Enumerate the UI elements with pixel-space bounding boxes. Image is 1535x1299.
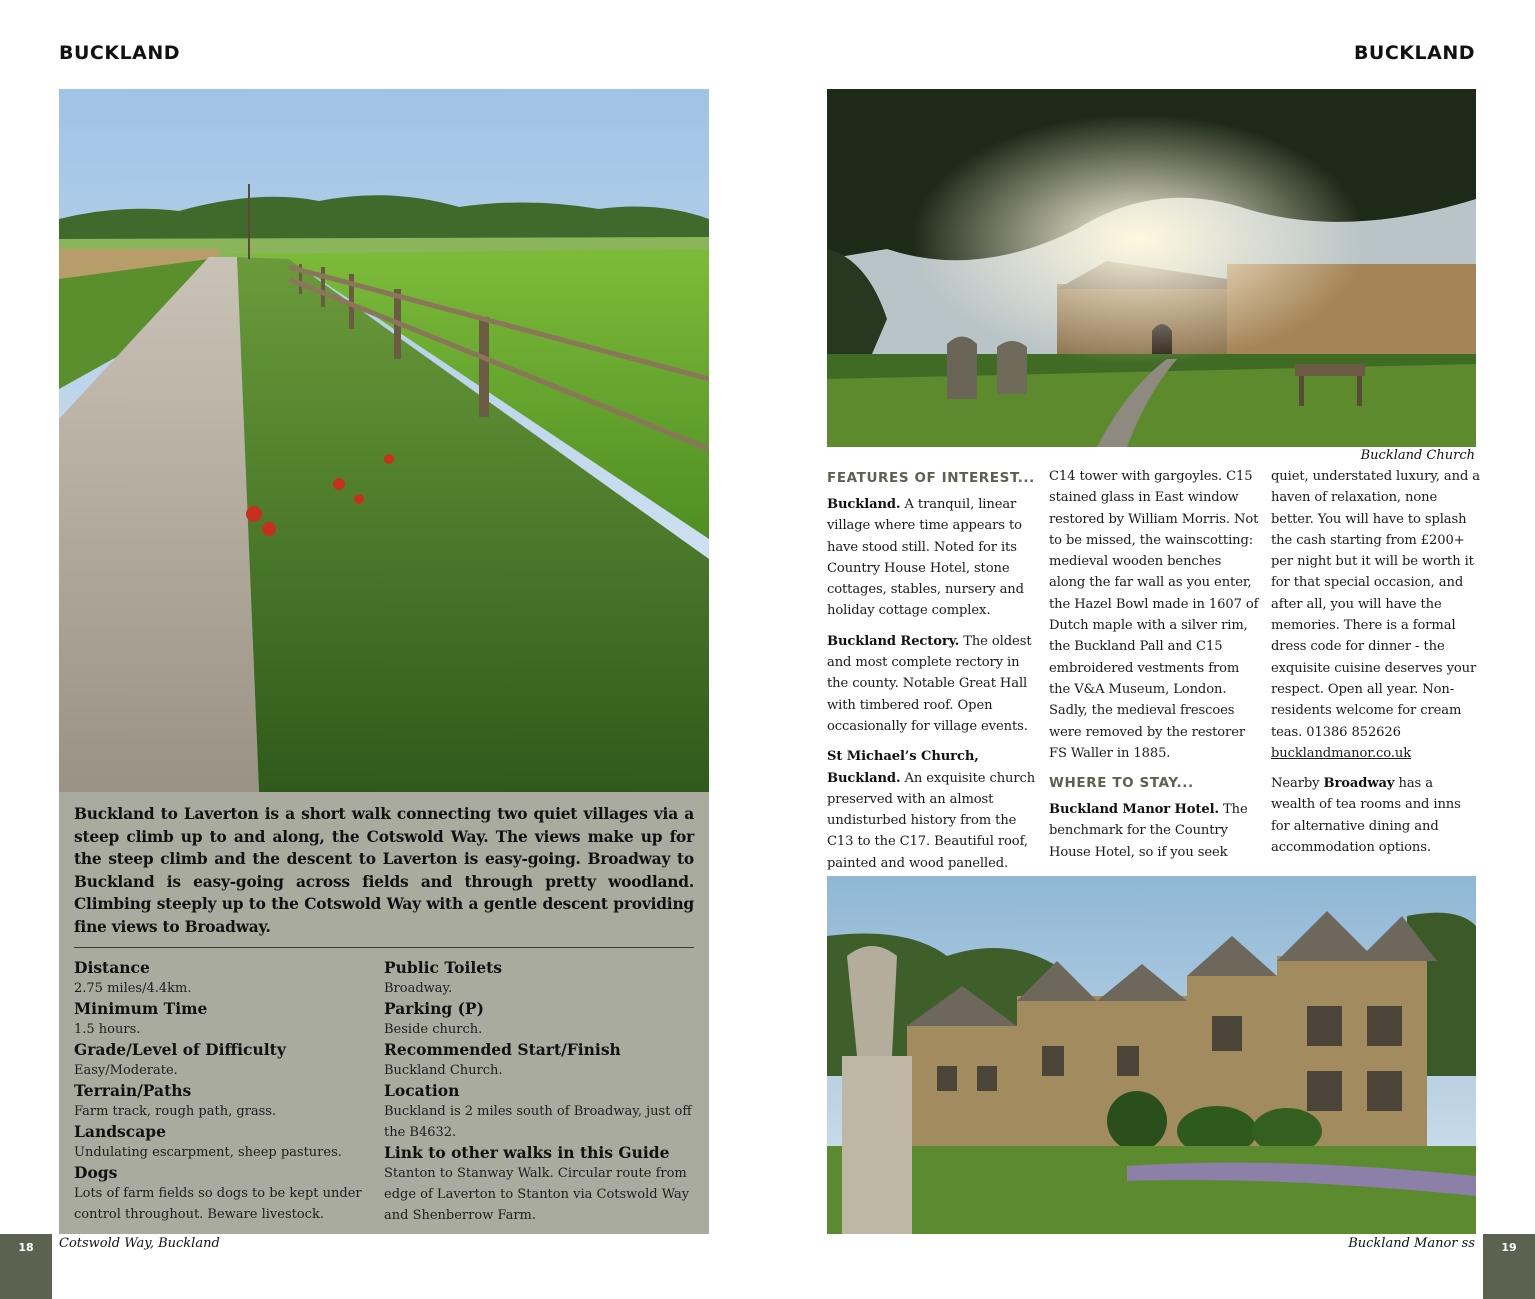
- feature-buckland: [827, 494, 1037, 622]
- page-number-left: 18: [0, 1234, 52, 1299]
- feature-title: Buckland Rectory.: [827, 633, 960, 649]
- feature-church: [827, 746, 1037, 874]
- fact-label: Minimum Time: [74, 998, 208, 1018]
- fact-label: Grade/Level of Difficulty: [74, 1039, 286, 1059]
- fact-label: Location: [384, 1080, 460, 1100]
- page-title-right: BUCKLAND: [1353, 42, 1475, 64]
- fact-value: Easy/Moderate.: [74, 1062, 178, 1078]
- feature-rectory: [827, 631, 1037, 737]
- text-column-1: [827, 466, 1037, 883]
- text-column-3: [1271, 466, 1481, 867]
- page-title-left: BUCKLAND: [59, 42, 181, 64]
- nearby-place: Broadway: [1323, 776, 1395, 792]
- church-photo-caption: Buckland Church: [1360, 448, 1475, 463]
- walk-facts: [74, 958, 694, 1226]
- fact-label: Public Toilets: [384, 957, 502, 977]
- fact-label: Recommended Start/Finish: [384, 1039, 621, 1059]
- walk-info-panel: [59, 792, 709, 1234]
- page-number-right: 19: [1483, 1234, 1535, 1299]
- fact-label: Link to other walks in this Guide: [384, 1142, 670, 1162]
- facts-column-left: [74, 958, 384, 1226]
- facts-column-right: [384, 958, 694, 1226]
- manor-photo-caption: Buckland Manor ss: [1348, 1236, 1475, 1251]
- feature-text: The oldest and most complete rectory in the county. Notable Great Hall with timbered roof. Open occasionally for village events.: [827, 633, 1032, 734]
- feature-title: St Michael’s Church, Buckland.: [827, 749, 979, 786]
- fact-label: Dogs: [74, 1162, 118, 1182]
- fact-label: Distance: [74, 957, 150, 977]
- fact-value: Stanton to Stanway Walk. Circular route from edge of Laverton to Stanton via Cotswold Way and Shenberrow Farm.: [384, 1165, 690, 1223]
- stay-manor-continued: [1271, 466, 1481, 764]
- feature-text: A tranquil, linear village where time appears to have stood still. Noted for its Country House Hotel, stone cottages, stables, nursery and holiday cottage complex.: [827, 497, 1024, 619]
- manor-photo: [827, 876, 1476, 1234]
- fact-value: 2.75 miles/4.4km.: [74, 980, 192, 996]
- fact-label: Parking (P): [384, 998, 484, 1018]
- stay-manor-hotel: [1049, 799, 1259, 863]
- feature-title: Buckland.: [827, 497, 901, 512]
- fact-value: Buckland Church.: [384, 1062, 503, 1078]
- fact-value: Buckland is 2 miles south of Broadway, just off the B4632.: [384, 1103, 692, 1140]
- panel-divider: [74, 947, 694, 948]
- walk-photo-caption: Cotswold Way, Buckland: [59, 1236, 220, 1251]
- feature-church-continued: C14 tower with gargoyles. C15 stained glass in East window restored by William Morris. Not to be missed, the wainscotting: medieval wooden benches along the far wall as you enter, the Hazel Bowl made in 1607 of Dutch maple with a silver rim, the Buckland Pall and C15 embroidered vestments from the V&A Museum, London. Sadly, the medieval frescoes were removed by the restorer FS Waller in 1885.: [1049, 469, 1259, 761]
- features-heading: FEATURES OF INTEREST...: [827, 470, 1035, 486]
- stay-heading: WHERE TO STAY...: [1049, 775, 1194, 792]
- fact-value: Broadway.: [384, 980, 453, 996]
- fact-value: Undulating escarpment, sheep pastures.: [74, 1144, 342, 1160]
- manor-website-link[interactable]: bucklandmanor.co.uk: [1271, 745, 1412, 761]
- fact-value: 1.5 hours.: [74, 1021, 141, 1037]
- walk-intro: Buckland to Laverton is a short walk connecting two quiet villages via a steep climb up to and along, the Cotswold Way. The views make up for the steep climb and the descent to Laverton is easy-going. Broadway to Buckland is easy-going across fields and through pretty woodland. Climbing steeply up to the Cotswold Way with a gentle descent providing fine views to Broadway.: [74, 805, 694, 936]
- nearby-post: has a wealth of tea rooms and inns for alternative dining and accommodation options.: [1271, 776, 1461, 856]
- fact-value: Farm track, rough path, grass.: [74, 1103, 277, 1119]
- church-photo: [827, 89, 1476, 447]
- stay-text: The benchmark for the Country House Hotel, so if you seek: [1049, 802, 1248, 860]
- nearby-pre: Nearby: [1271, 776, 1324, 792]
- fact-value: Lots of farm fields so dogs to be kept under control throughout. Beware livestock.: [74, 1185, 362, 1222]
- feature-text: An exquisite church preserved with an almost undisturbed history from the C13 to the C17. Beautiful roof, painted and wood panelled.: [827, 770, 1036, 871]
- fact-label: Terrain/Paths: [74, 1080, 192, 1100]
- fact-label: Landscape: [74, 1121, 166, 1141]
- text-column-2: [1049, 466, 1259, 872]
- stay-title: Buckland Manor Hotel.: [1049, 802, 1219, 818]
- fact-value: Beside church.: [384, 1021, 483, 1037]
- walk-photo: [59, 89, 709, 792]
- stay-text-continued: quiet, understated luxury, and a haven of relaxation, none better. You will have to splash the cash starting from £200+ per night but it will be worth it for that special occasion, and after all, you will have the memories. There is a formal dress code for dinner - the exquisite cuisine deserves your respect. Open all year. Non-residents welcome for cream teas. 01386 852626: [1271, 469, 1481, 740]
- nearby-broadway: [1271, 773, 1481, 858]
